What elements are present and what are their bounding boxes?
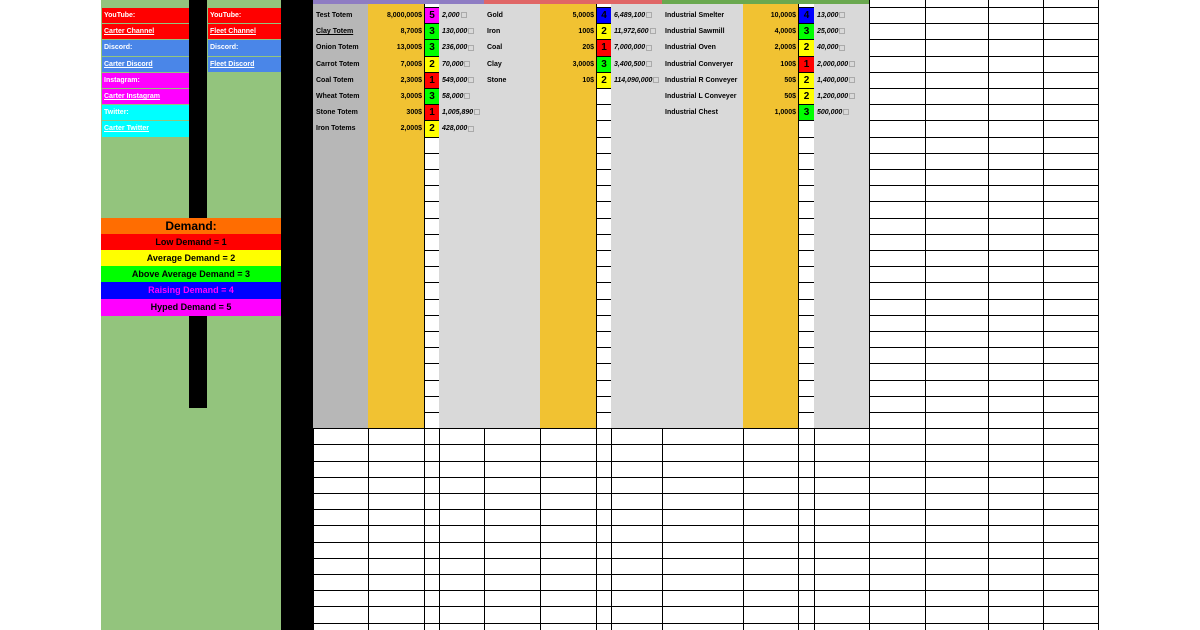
industrial-header-strip [662,0,869,4]
ores-stock: 6,489,100 [612,8,662,23]
note-icon [849,61,855,67]
industrial-name: Industrial Smelter [665,12,725,19]
note-icon [849,77,855,83]
left-gap-column [189,408,207,630]
totems-stock: 2,000 [440,8,484,23]
industrial-stock: 13,000 [815,8,869,23]
grid-row-line [313,444,1098,445]
grid-row-line [313,461,1098,462]
note-icon [461,12,467,18]
social-link[interactable]: Fleet Channel [208,24,281,39]
industrial-price: 10,000$ [770,12,796,19]
note-icon [468,126,474,132]
grid-col-line [869,0,870,630]
social-label: YouTube: [208,8,281,23]
totems-demand: 1 [425,73,439,88]
totems-name: Coal Totem [316,76,354,84]
note-icon [464,93,470,99]
totems-demand: 3 [425,89,439,104]
totems-stock: 236,000 [440,40,484,55]
note-icon [464,61,470,67]
note-icon [646,12,652,18]
left-black-separator [189,0,207,408]
totems-price: 8,000,000$ [386,12,422,19]
social-label: Instagram: [102,73,189,88]
industrial-stock: 1,400,000 [815,73,869,88]
social-link[interactable]: Fleet Discord [208,57,281,72]
note-icon [468,45,474,51]
totems-demand: 3 [425,24,439,39]
ores-price: 20$ [582,44,594,52]
industrial-price: 2,000$ [774,44,796,52]
ores-name: Coal [487,44,503,52]
totems-demand: 5 [425,8,439,23]
grid-row-line [313,590,1098,591]
note-icon [646,45,652,51]
note-icon [839,12,845,18]
ores-name: Stone [487,76,507,84]
social-link[interactable]: Carter Discord [102,57,189,72]
industrial-name: Industrial Oven [665,44,716,52]
ores-demand: 4 [597,8,611,23]
ores-demand: 2 [597,24,611,39]
social-label: Discord: [208,40,281,55]
social-link[interactable]: Carter Twitter [102,121,189,136]
ores-demand: 3 [597,57,611,72]
note-icon [468,77,474,83]
totems-name: Carrot Totem [316,60,360,68]
totems-name: Wheat Totem [316,93,360,100]
ores-name: Clay [487,60,502,68]
ores-price: 100$ [578,28,594,36]
grid-col-line [1043,0,1044,630]
totems-price: 8,700$ [400,28,422,36]
totems-price: 2,300$ [400,76,422,84]
industrial-demand: 1 [799,57,814,72]
grid-row-line [313,558,1098,559]
ores-stock: 3,400,500 [612,57,662,72]
industrial-stock: 500,000 [815,105,869,120]
totems-name: Test Totem [316,12,353,19]
totems-stock: 1,005,890 [440,105,484,120]
social-label: Discord: [102,40,189,55]
demand-legend-item: Above Average Demand = 3 [101,266,281,283]
grid-row-line [313,525,1098,526]
industrial-demand: 2 [799,89,814,104]
industrial-stock: 2,000,000 [815,57,869,72]
demand-legend-item: Low Demand = 1 [101,234,281,251]
grid-col-line [596,0,597,630]
note-icon [468,28,474,34]
social-label: Twitter: [102,105,189,120]
ores-demand: 2 [597,73,611,88]
ores-stock: 11,972,600 [612,24,662,39]
industrial-stock: 40,000 [815,40,869,55]
totems-name: Onion Totem [316,44,359,52]
industrial-name: Industrial Chest [665,109,718,117]
note-icon [650,28,656,34]
industrial-stock: 1,200,000 [815,89,869,104]
industrial-demand: 4 [799,8,814,23]
ores-stock: 7,000,000 [612,40,662,55]
ores-price: 5,000$ [572,12,594,19]
industrial-demand: 2 [799,40,814,55]
totems-stock: 130,000 [440,24,484,39]
note-icon [646,61,652,67]
ores-name: Gold [487,12,503,19]
grid-row-line [313,606,1098,607]
grid-row-line [313,542,1098,543]
demand-legend-item: Hyped Demand = 5 [101,299,281,316]
ores-name: Iron [487,28,501,36]
totems-demand: 3 [425,40,439,55]
grid-row-line [313,509,1098,510]
industrial-price: 50$ [784,76,796,84]
industrial-price: 1,000$ [774,109,796,117]
totems-demand: 1 [425,105,439,120]
main-black-divider [281,0,313,630]
industrial-price: 50$ [784,93,796,100]
ores-price: 3,000$ [572,60,594,68]
demand-legend-item: Average Demand = 2 [101,250,281,267]
ores-header-strip [484,0,662,4]
industrial-name: Industrial L Conveyer [665,93,737,100]
grid-row-line [313,574,1098,575]
ores-demand: 1 [597,40,611,55]
totems-name: Iron Totems [316,125,356,133]
ores-price: 10$ [582,76,594,84]
totems-name[interactable]: Clay Totem [316,28,354,36]
grid-col-line [988,0,989,630]
social-link[interactable]: Carter Instagram [102,89,189,104]
totems-name: Stone Totem [316,109,358,117]
industrial-name: Industrial Converyer [665,60,734,68]
ores-stock: 114,090,000 [612,73,662,88]
grid-col-line [925,0,926,630]
totems-header-strip [313,0,484,4]
grid-row-line [313,493,1098,494]
note-icon [843,109,849,115]
totems-demand: 2 [425,121,439,136]
totems-price: 300$ [406,109,422,117]
totems-price: 2,000$ [400,125,422,133]
industrial-demand: 2 [799,73,814,88]
industrial-stock: 25,000 [815,24,869,39]
industrial-demand: 3 [799,105,814,120]
totems-stock: 428,000 [440,121,484,136]
industrial-price: 4,000$ [774,28,796,36]
grid-row-line [313,623,1098,624]
demand-legend-title: Demand: [101,218,281,235]
grid-row-line [313,477,1098,478]
industrial-demand: 3 [799,24,814,39]
totems-demand: 2 [425,57,439,72]
demand-legend-item: Raising Demand = 4 [101,282,281,299]
totems-price: 3,000$ [400,93,422,100]
note-icon [653,77,659,83]
note-icon [839,45,845,51]
grid-row-line [313,428,1098,429]
totems-stock: 70,000 [440,57,484,72]
totems-price: 13,000$ [396,44,422,52]
totems-price: 7,000$ [400,60,422,68]
social-link[interactable]: Carter Channel [102,24,189,39]
grid-col-line [1098,0,1099,630]
note-icon [839,28,845,34]
industrial-name: Industrial Sawmill [665,28,725,36]
totems-stock: 549,000 [440,73,484,88]
industrial-name: Industrial R Conveyer [665,76,738,84]
note-icon [474,109,480,115]
note-icon [849,93,855,99]
industrial-price: 100$ [780,60,796,68]
totems-stock: 58,000 [440,89,484,104]
social-label: YouTube: [102,8,189,23]
